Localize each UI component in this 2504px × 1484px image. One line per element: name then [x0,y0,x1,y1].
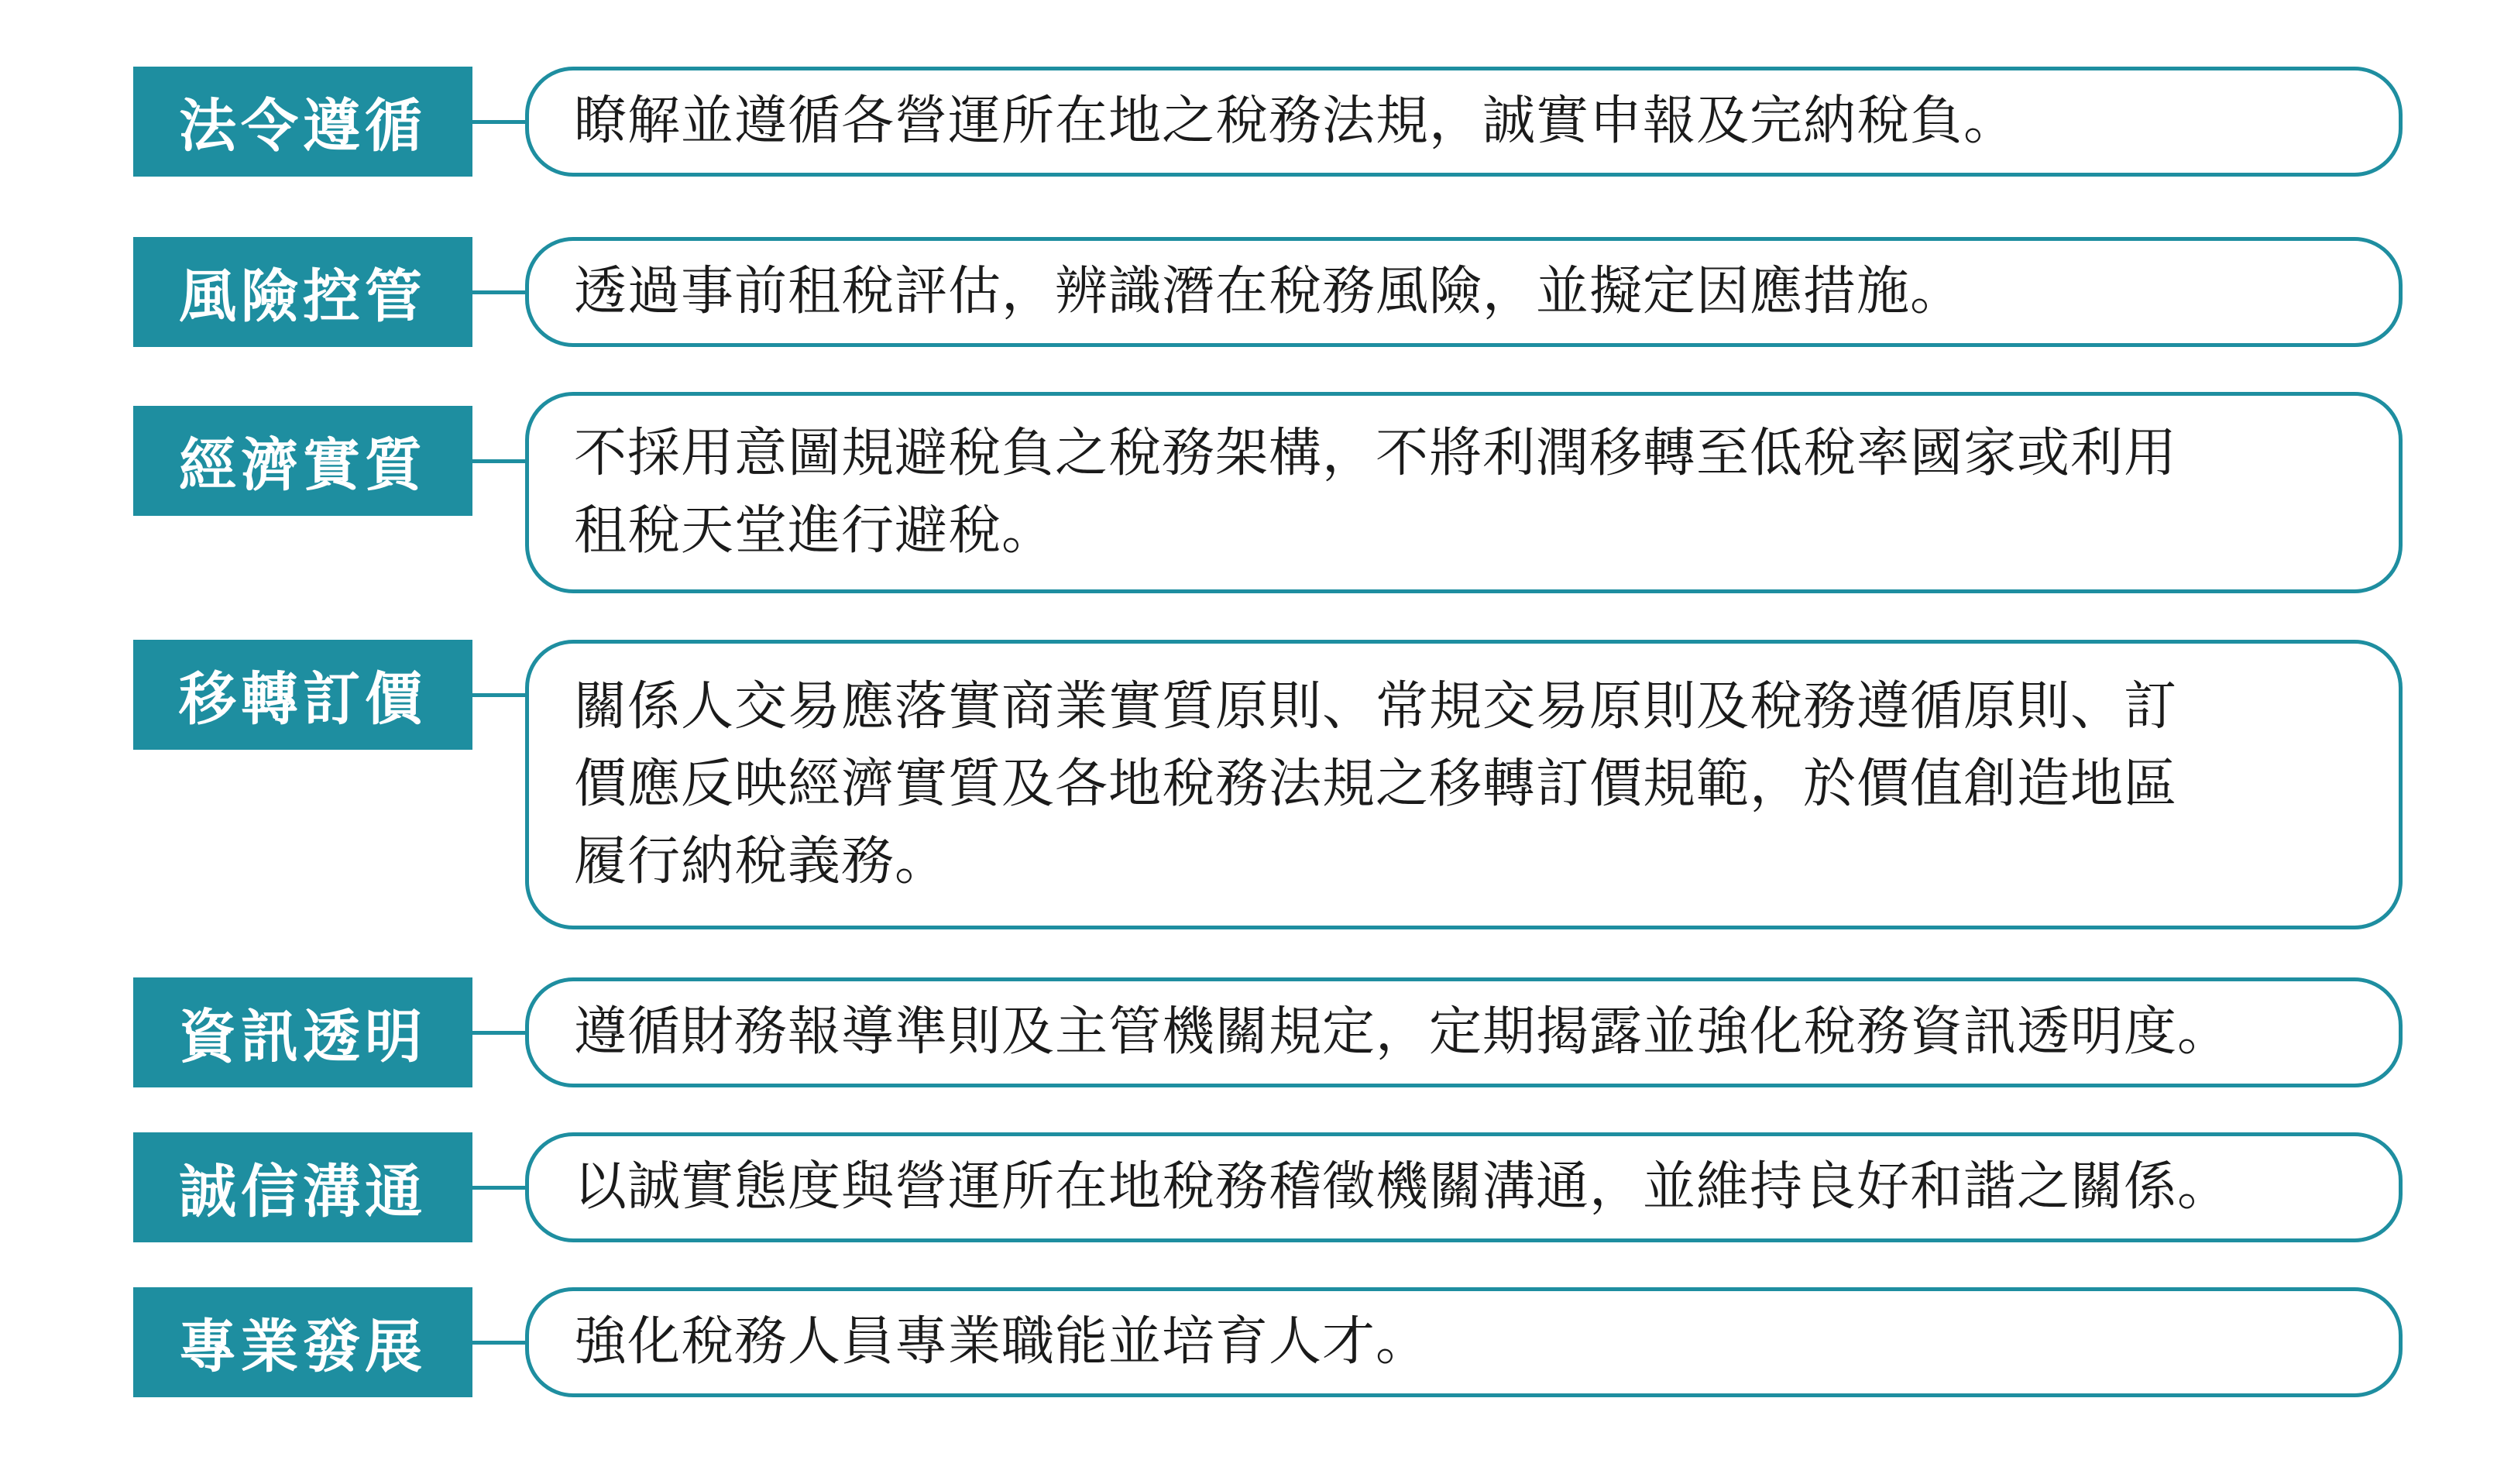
connector-line [472,459,527,463]
principle-description-box [525,67,2403,177]
principle-title: 法令遵循 [133,67,472,177]
principle-description: 不採用意圖規避稅負之稅務架構，不將利潤移轉至低稅率國家或利用 租稅天堂進行避稅。 [574,423,2178,562]
principle-description: 以誠實態度與營運所在地稅務稽徵機關溝通，並維持良好和諧之關係。 [574,1156,2231,1218]
principle-title: 移轉訂價 [133,640,472,750]
connector-line [472,1341,527,1345]
principle-title: 資訊透明 [133,977,472,1087]
principle-description-box [525,1287,2403,1397]
principle-description-box [525,237,2403,347]
principle-description-box [525,1132,2403,1242]
connector-line [472,693,527,697]
principle-description: 遵循財務報導準則及主管機關規定，定期揭露並強化稅務資訊透明度。 [574,1001,2231,1063]
principle-description: 透過事前租稅評估，辨識潛在稅務風險，並擬定因應措施。 [574,261,1964,322]
principle-title: 專業發展 [133,1287,472,1397]
principle-description-box [525,392,2403,593]
principle-description: 強化稅務人員專業職能並培育人才。 [574,1311,1430,1372]
principle-description-box [525,977,2403,1087]
principle-description-box [525,640,2403,929]
connector-line [472,290,527,294]
principle-description: 關係人交易應落實商業實質原則、常規交易原則及稅務遵循原則、訂 價應反映經濟實質及各地稅務法規之移轉訂價規範，於價值創造地區 履行納稅義務。 [574,676,2178,892]
principle-title: 風險控管 [133,237,472,347]
principle-title: 誠信溝通 [133,1132,472,1242]
connector-line [472,120,527,124]
principle-description: 瞭解並遵循各營運所在地之稅務法規，誠實申報及完納稅負。 [574,91,2018,152]
principle-title: 經濟實質 [133,406,472,516]
connector-line [472,1186,527,1190]
connector-line [472,1031,527,1035]
